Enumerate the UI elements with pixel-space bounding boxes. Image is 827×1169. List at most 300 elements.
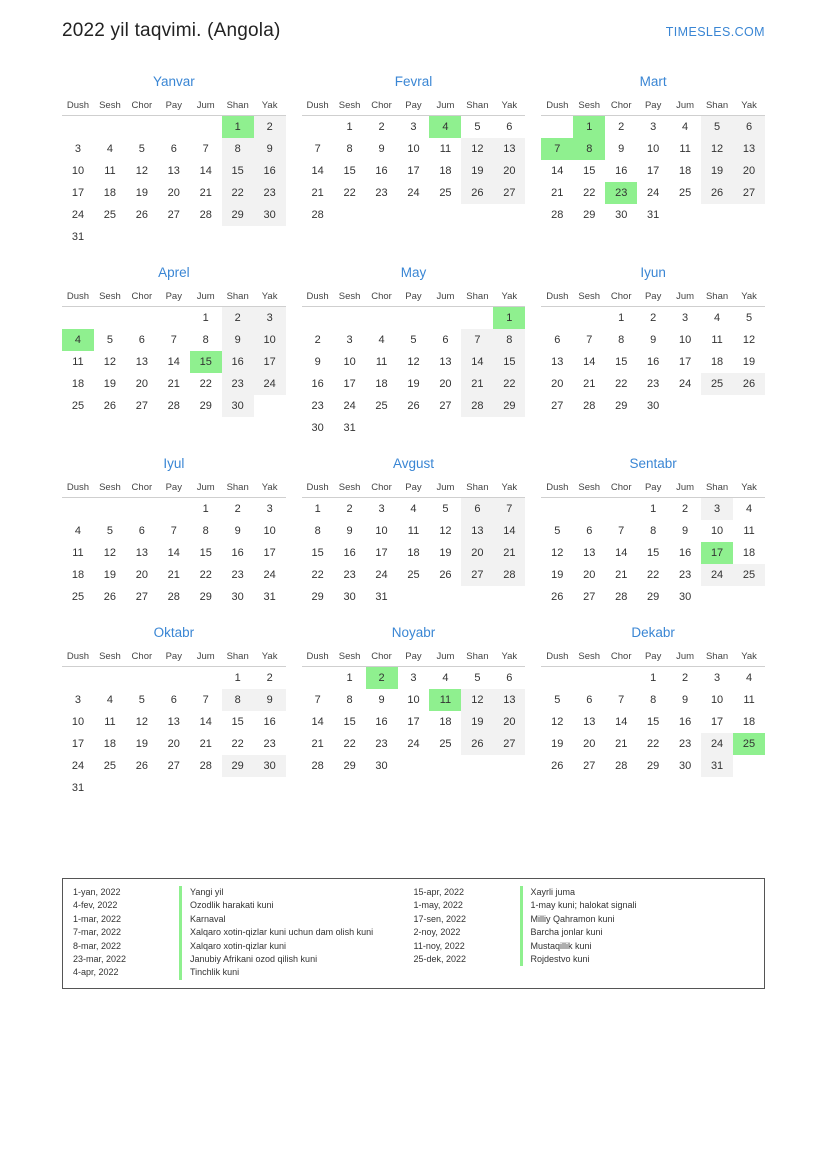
day-cell[interactable]: 2 [378, 121, 385, 133]
day-cell[interactable]: 29 [647, 591, 660, 603]
day-cell[interactable]: 11 [104, 716, 116, 728]
day-cell[interactable]: 7 [618, 694, 625, 706]
day-cell[interactable]: 27 [583, 760, 596, 772]
day-cell[interactable]: 17 [678, 356, 692, 368]
day-cell[interactable]: 3 [701, 498, 733, 521]
day-cell[interactable]: 19 [742, 356, 756, 368]
day-cell[interactable]: 15 [583, 165, 596, 177]
day-cell[interactable]: 22 [311, 569, 324, 581]
day-cell[interactable]: 13 [439, 356, 452, 368]
day-cell[interactable]: 20 [461, 542, 493, 564]
day-cell[interactable]: 4 [442, 672, 449, 684]
day-cell[interactable]: 17 [647, 165, 660, 177]
day-cell[interactable]: 28 [461, 395, 493, 417]
day-cell[interactable]: 26 [439, 569, 452, 581]
day-cell[interactable]: 1 [650, 503, 657, 515]
day-cell[interactable]: 10 [375, 525, 388, 537]
day-cell[interactable]: 24 [375, 569, 388, 581]
day-cell[interactable]: 19 [407, 378, 420, 390]
day-cell[interactable]: 6 [138, 334, 145, 346]
day-cell[interactable]: 29 [493, 395, 525, 417]
day-cell[interactable]: 27 [461, 564, 493, 586]
day-cell[interactable]: 10 [71, 716, 85, 728]
day-cell[interactable]: 2 [234, 503, 241, 515]
day-cell[interactable]: 11 [375, 356, 388, 368]
day-cell[interactable]: 12 [407, 356, 420, 368]
day-cell[interactable]: 6 [506, 121, 513, 133]
day-cell[interactable]: 28 [615, 760, 628, 772]
day-cell[interactable]: 11 [743, 694, 755, 706]
day-cell[interactable]: 13 [135, 547, 148, 559]
day-cell[interactable]: 10 [678, 334, 692, 346]
day-cell[interactable]: 27 [135, 400, 148, 412]
day-cell[interactable]: 23 [678, 738, 692, 750]
holiday-day-cell[interactable]: 4 [62, 329, 94, 351]
day-cell[interactable]: 31 [647, 209, 660, 221]
day-cell[interactable]: 14 [167, 356, 180, 368]
day-cell[interactable]: 9 [254, 689, 286, 711]
day-cell[interactable]: 7 [493, 498, 525, 521]
day-cell[interactable]: 6 [586, 525, 593, 537]
day-cell[interactable]: 23 [254, 182, 286, 204]
day-cell[interactable]: 5 [138, 694, 145, 706]
day-cell[interactable]: 13 [583, 547, 596, 559]
day-cell[interactable]: 14 [311, 165, 324, 177]
day-cell[interactable]: 21 [311, 738, 324, 750]
day-cell[interactable]: 7 [170, 525, 177, 537]
day-cell[interactable]: 9 [314, 356, 321, 368]
day-cell[interactable]: 15 [199, 547, 212, 559]
day-cell[interactable]: 7 [618, 525, 625, 537]
day-cell[interactable]: 21 [311, 187, 324, 199]
day-cell[interactable]: 19 [135, 738, 148, 750]
day-cell[interactable]: 14 [199, 716, 212, 728]
day-cell[interactable]: 2 [682, 503, 689, 515]
day-cell[interactable]: 19 [551, 569, 564, 581]
day-cell[interactable]: 7 [170, 334, 177, 346]
day-cell[interactable]: 29 [222, 204, 254, 226]
day-cell[interactable]: 10 [710, 694, 724, 706]
day-cell[interactable]: 20 [583, 738, 596, 750]
day-cell[interactable]: 5 [474, 672, 481, 684]
day-cell[interactable]: 12 [461, 138, 493, 160]
day-cell[interactable]: 18 [742, 716, 756, 728]
day-cell[interactable]: 5 [745, 312, 753, 324]
day-cell[interactable]: 26 [103, 400, 117, 412]
day-cell[interactable]: 29 [615, 400, 628, 412]
day-cell[interactable]: 24 [701, 564, 733, 586]
day-cell[interactable]: 7 [314, 143, 321, 155]
day-cell[interactable]: 12 [135, 165, 148, 177]
day-cell[interactable]: 11 [104, 165, 116, 177]
day-cell[interactable]: 31 [71, 231, 85, 243]
day-cell[interactable]: 26 [551, 760, 564, 772]
day-cell[interactable]: 18 [407, 547, 420, 559]
day-cell[interactable]: 4 [714, 312, 721, 324]
day-cell[interactable]: 21 [199, 738, 212, 750]
day-cell[interactable]: 23 [231, 569, 244, 581]
day-cell[interactable]: 5 [554, 525, 561, 537]
day-cell[interactable]: 25 [439, 187, 452, 199]
day-cell[interactable]: 14 [583, 356, 596, 368]
day-cell[interactable]: 11 [439, 143, 452, 155]
day-cell[interactable]: 20 [583, 569, 596, 581]
day-cell[interactable]: 9 [346, 525, 353, 537]
day-cell[interactable]: 13 [583, 716, 596, 728]
day-cell[interactable]: 10 [710, 525, 724, 537]
day-cell[interactable]: 6 [170, 694, 177, 706]
day-cell[interactable]: 25 [701, 373, 733, 395]
day-cell[interactable]: 2 [266, 672, 273, 684]
day-cell[interactable]: 15 [615, 356, 628, 368]
day-cell[interactable]: 14 [311, 716, 324, 728]
day-cell[interactable]: 8 [618, 334, 625, 346]
day-cell[interactable]: 21 [551, 187, 564, 199]
day-cell[interactable]: 3 [346, 334, 353, 346]
day-cell[interactable]: 21 [167, 569, 180, 581]
day-cell[interactable]: 25 [678, 187, 692, 199]
day-cell[interactable]: 16 [615, 165, 628, 177]
day-cell[interactable]: 18 [742, 547, 756, 559]
day-cell[interactable]: 15 [493, 351, 525, 373]
day-cell[interactable]: 28 [311, 209, 324, 221]
day-cell[interactable]: 5 [106, 334, 113, 346]
day-cell[interactable]: 7 [202, 143, 209, 155]
day-cell[interactable]: 23 [343, 569, 356, 581]
day-cell[interactable]: 27 [551, 400, 564, 412]
day-cell[interactable]: 20 [493, 160, 525, 182]
day-cell[interactable]: 16 [263, 716, 276, 728]
day-cell[interactable]: 15 [647, 547, 660, 559]
day-cell[interactable]: 30 [222, 395, 254, 417]
day-cell[interactable]: 9 [234, 525, 241, 537]
day-cell[interactable]: 29 [343, 760, 356, 772]
day-cell[interactable]: 18 [103, 738, 117, 750]
day-cell[interactable]: 25 [71, 591, 85, 603]
day-cell[interactable]: 17 [375, 547, 388, 559]
holiday-day-cell[interactable]: 23 [605, 182, 637, 204]
day-cell[interactable]: 8 [202, 525, 209, 537]
day-cell[interactable]: 29 [199, 591, 212, 603]
day-cell[interactable]: 8 [346, 143, 353, 155]
day-cell[interactable]: 9 [378, 143, 385, 155]
day-cell[interactable]: 25 [439, 738, 452, 750]
day-cell[interactable]: 23 [678, 569, 692, 581]
day-cell[interactable]: 26 [407, 400, 420, 412]
day-cell[interactable]: 27 [167, 760, 180, 772]
day-cell[interactable]: 2 [222, 307, 254, 330]
day-cell[interactable]: 4 [682, 121, 689, 133]
day-cell[interactable]: 10 [263, 525, 276, 537]
day-cell[interactable]: 11 [407, 525, 420, 537]
day-cell[interactable]: 23 [647, 378, 660, 390]
day-cell[interactable]: 8 [222, 138, 254, 160]
day-cell[interactable]: 24 [701, 733, 733, 755]
day-cell[interactable]: 30 [678, 591, 692, 603]
day-cell[interactable]: 5 [138, 143, 145, 155]
day-cell[interactable]: 22 [615, 378, 628, 390]
day-cell[interactable]: 25 [733, 564, 765, 586]
day-cell[interactable]: 16 [678, 547, 692, 559]
day-cell[interactable]: 2 [650, 312, 657, 324]
day-cell[interactable]: 22 [199, 378, 212, 390]
day-cell[interactable]: 22 [493, 373, 525, 395]
day-cell[interactable]: 12 [135, 716, 148, 728]
day-cell[interactable]: 16 [678, 716, 692, 728]
holiday-day-cell[interactable]: 4 [429, 116, 461, 139]
day-cell[interactable]: 11 [72, 547, 84, 559]
day-cell[interactable]: 9 [222, 329, 254, 351]
day-cell[interactable]: 22 [583, 187, 596, 199]
day-cell[interactable]: 23 [375, 738, 388, 750]
day-cell[interactable]: 27 [493, 733, 525, 755]
day-cell[interactable]: 15 [231, 716, 244, 728]
day-cell[interactable]: 11 [743, 525, 755, 537]
day-cell[interactable]: 25 [407, 569, 420, 581]
day-cell[interactable]: 19 [701, 160, 733, 182]
day-cell[interactable]: 30 [343, 591, 356, 603]
day-cell[interactable]: 3 [714, 672, 721, 684]
day-cell[interactable]: 30 [231, 591, 244, 603]
day-cell[interactable]: 9 [682, 525, 689, 537]
day-cell[interactable]: 23 [311, 400, 324, 412]
day-cell[interactable]: 18 [71, 569, 85, 581]
holiday-day-cell[interactable]: 17 [701, 542, 733, 564]
day-cell[interactable]: 9 [254, 138, 286, 160]
day-cell[interactable]: 4 [106, 143, 113, 155]
day-cell[interactable]: 6 [554, 334, 561, 346]
day-cell[interactable]: 5 [442, 503, 449, 515]
day-cell[interactable]: 24 [678, 378, 692, 390]
day-cell[interactable]: 27 [493, 182, 525, 204]
day-cell[interactable]: 24 [71, 209, 85, 221]
day-cell[interactable]: 16 [231, 547, 244, 559]
day-cell[interactable]: 18 [71, 378, 85, 390]
holiday-day-cell[interactable]: 1 [493, 307, 525, 330]
day-cell[interactable]: 7 [586, 334, 593, 346]
day-cell[interactable]: 24 [407, 738, 420, 750]
day-cell[interactable]: 24 [254, 373, 286, 395]
day-cell[interactable]: 12 [103, 547, 117, 559]
day-cell[interactable]: 6 [170, 143, 177, 155]
day-cell[interactable]: 5 [106, 525, 113, 537]
day-cell[interactable]: 3 [410, 672, 417, 684]
holiday-day-cell[interactable]: 15 [190, 351, 222, 373]
day-cell[interactable]: 31 [343, 422, 356, 434]
day-cell[interactable]: 17 [71, 187, 85, 199]
day-cell[interactable]: 29 [311, 591, 324, 603]
day-cell[interactable]: 5 [474, 121, 481, 133]
day-cell[interactable]: 14 [551, 165, 564, 177]
day-cell[interactable]: 21 [461, 373, 493, 395]
day-cell[interactable]: 21 [199, 187, 212, 199]
day-cell[interactable]: 17 [254, 351, 286, 373]
day-cell[interactable]: 27 [167, 209, 180, 221]
day-cell[interactable]: 31 [375, 591, 388, 603]
day-cell[interactable]: 13 [551, 356, 564, 368]
day-cell[interactable]: 30 [647, 400, 660, 412]
day-cell[interactable]: 24 [343, 400, 356, 412]
day-cell[interactable]: 20 [135, 378, 148, 390]
day-cell[interactable]: 5 [701, 116, 733, 139]
day-cell[interactable]: 30 [311, 422, 324, 434]
day-cell[interactable]: 27 [583, 591, 596, 603]
day-cell[interactable]: 31 [71, 782, 85, 794]
day-cell[interactable]: 5 [410, 334, 417, 346]
day-cell[interactable]: 10 [343, 356, 356, 368]
day-cell[interactable]: 26 [135, 760, 148, 772]
day-cell[interactable]: 18 [710, 356, 724, 368]
day-cell[interactable]: 12 [439, 525, 452, 537]
day-cell[interactable]: 13 [493, 689, 525, 711]
day-cell[interactable]: 16 [375, 716, 388, 728]
day-cell[interactable]: 21 [493, 542, 525, 564]
day-cell[interactable]: 28 [311, 760, 324, 772]
holiday-day-cell[interactable]: 8 [573, 138, 605, 160]
day-cell[interactable]: 3 [74, 694, 82, 706]
day-cell[interactable]: 1 [618, 312, 625, 324]
day-cell[interactable]: 29 [647, 760, 660, 772]
day-cell[interactable]: 30 [375, 760, 388, 772]
day-cell[interactable]: 28 [167, 591, 180, 603]
day-cell[interactable]: 29 [583, 209, 596, 221]
day-cell[interactable]: 17 [263, 547, 276, 559]
day-cell[interactable]: 13 [461, 520, 493, 542]
day-cell[interactable]: 12 [461, 689, 493, 711]
day-cell[interactable]: 19 [551, 738, 564, 750]
day-cell[interactable]: 19 [461, 160, 493, 182]
day-cell[interactable]: 24 [71, 760, 85, 772]
day-cell[interactable]: 15 [311, 547, 324, 559]
day-cell[interactable]: 22 [343, 187, 356, 199]
day-cell[interactable]: 8 [650, 525, 657, 537]
day-cell[interactable]: 29 [222, 755, 254, 777]
day-cell[interactable]: 12 [551, 716, 564, 728]
day-cell[interactable]: 10 [407, 694, 420, 706]
day-cell[interactable]: 1 [650, 672, 657, 684]
day-cell[interactable]: 1 [234, 672, 241, 684]
day-cell[interactable]: 11 [711, 334, 723, 346]
day-cell[interactable]: 31 [263, 591, 276, 603]
day-cell[interactable]: 20 [551, 378, 564, 390]
day-cell[interactable]: 28 [551, 209, 564, 221]
day-cell[interactable]: 26 [701, 182, 733, 204]
day-cell[interactable]: 2 [618, 121, 625, 133]
day-cell[interactable]: 20 [167, 738, 180, 750]
day-cell[interactable]: 13 [733, 138, 765, 160]
day-cell[interactable]: 20 [439, 378, 452, 390]
day-cell[interactable]: 25 [103, 209, 117, 221]
day-cell[interactable]: 16 [343, 547, 356, 559]
day-cell[interactable]: 4 [745, 672, 753, 684]
day-cell[interactable]: 19 [135, 187, 148, 199]
day-cell[interactable]: 12 [742, 334, 756, 346]
day-cell[interactable]: 28 [493, 564, 525, 586]
day-cell[interactable]: 2 [682, 672, 689, 684]
holiday-day-cell[interactable]: 7 [541, 138, 573, 160]
day-cell[interactable]: 22 [231, 738, 244, 750]
day-cell[interactable]: 22 [647, 738, 660, 750]
day-cell[interactable]: 24 [647, 187, 660, 199]
day-cell[interactable]: 21 [615, 569, 628, 581]
day-cell[interactable]: 3 [254, 307, 286, 330]
day-cell[interactable]: 21 [167, 378, 180, 390]
day-cell[interactable]: 27 [135, 591, 148, 603]
day-cell[interactable]: 20 [733, 160, 765, 182]
day-cell[interactable]: 10 [647, 143, 660, 155]
day-cell[interactable]: 30 [678, 760, 692, 772]
day-cell[interactable]: 22 [222, 182, 254, 204]
day-cell[interactable]: 1 [314, 503, 321, 515]
holiday-day-cell[interactable]: 1 [573, 116, 605, 139]
day-cell[interactable]: 8 [202, 334, 209, 346]
day-cell[interactable]: 26 [461, 733, 493, 755]
day-cell[interactable]: 17 [710, 716, 724, 728]
day-cell[interactable]: 10 [71, 165, 85, 177]
day-cell[interactable]: 14 [493, 520, 525, 542]
day-cell[interactable]: 30 [254, 204, 286, 226]
day-cell[interactable]: 21 [615, 738, 628, 750]
day-cell[interactable]: 27 [733, 182, 765, 204]
day-cell[interactable]: 9 [650, 334, 657, 346]
holiday-day-cell[interactable]: 2 [366, 667, 398, 690]
day-cell[interactable]: 12 [103, 356, 117, 368]
day-cell[interactable]: 13 [167, 165, 180, 177]
day-cell[interactable]: 6 [138, 525, 145, 537]
day-cell[interactable]: 20 [493, 711, 525, 733]
day-cell[interactable]: 28 [583, 400, 596, 412]
day-cell[interactable]: 8 [346, 694, 353, 706]
day-cell[interactable]: 15 [222, 160, 254, 182]
day-cell[interactable]: 7 [461, 329, 493, 351]
day-cell[interactable]: 18 [375, 378, 388, 390]
day-cell[interactable]: 4 [745, 503, 753, 515]
day-cell[interactable]: 9 [682, 694, 689, 706]
day-cell[interactable]: 8 [314, 525, 321, 537]
day-cell[interactable]: 20 [135, 569, 148, 581]
day-cell[interactable]: 14 [615, 547, 628, 559]
day-cell[interactable]: 8 [650, 694, 657, 706]
day-cell[interactable]: 26 [551, 591, 564, 603]
day-cell[interactable]: 6 [733, 116, 765, 139]
day-cell[interactable]: 12 [551, 547, 564, 559]
day-cell[interactable]: 22 [647, 569, 660, 581]
day-cell[interactable]: 19 [103, 378, 117, 390]
day-cell[interactable]: 24 [263, 569, 276, 581]
day-cell[interactable]: 1 [346, 672, 353, 684]
day-cell[interactable]: 15 [343, 716, 356, 728]
day-cell[interactable]: 28 [199, 209, 212, 221]
day-cell[interactable]: 26 [135, 209, 148, 221]
day-cell[interactable]: 14 [615, 716, 628, 728]
day-cell[interactable]: 17 [71, 738, 85, 750]
day-cell[interactable]: 10 [407, 143, 420, 155]
day-cell[interactable]: 8 [222, 689, 254, 711]
day-cell[interactable]: 6 [586, 694, 593, 706]
day-cell[interactable]: 14 [461, 351, 493, 373]
day-cell[interactable]: 18 [439, 716, 452, 728]
day-cell[interactable]: 3 [410, 121, 417, 133]
day-cell[interactable]: 25 [71, 400, 85, 412]
day-cell[interactable]: 9 [618, 143, 625, 155]
day-cell[interactable]: 6 [461, 498, 493, 521]
holiday-day-cell[interactable]: 25 [733, 733, 765, 755]
day-cell[interactable]: 11 [679, 143, 691, 155]
day-cell[interactable]: 4 [106, 694, 113, 706]
day-cell[interactable]: 17 [407, 716, 420, 728]
day-cell[interactable]: 23 [375, 187, 388, 199]
day-cell[interactable]: 3 [650, 121, 657, 133]
